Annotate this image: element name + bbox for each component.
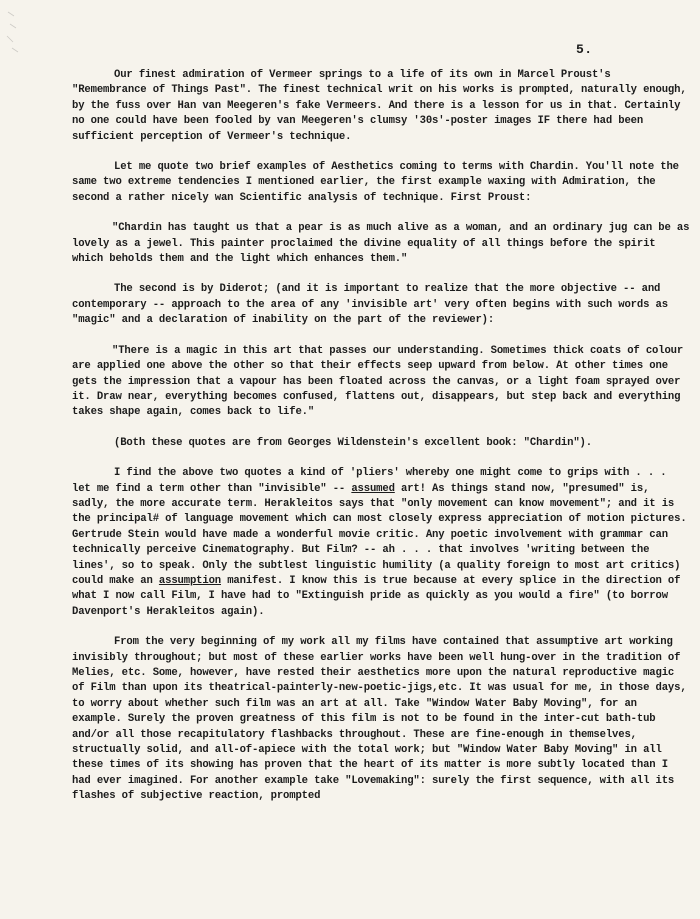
underlined-assumption: assumption <box>158 574 221 587</box>
paragraph-source-note: (Both these quotes are from Georges Wildenstein's excellent book: "Chardin"). <box>114 436 592 449</box>
page-number: 5. <box>576 42 593 57</box>
paragraph-diderot-intro: The second is by Diderot; (and it is important to realize that the more objective -- and contemporary -- approach to the area of any 'invisible art' very often begins with such words as "magic" and a declaration of inability on the part of the reviewer): <box>72 283 668 327</box>
paragraph-vermeer: Our finest admiration of Vermeer springs to a life of its own in Marcel Proust's "Remembrance of Things Past". The finest technical writ on his works is prompted, naturally enough, by the fuss over Han van Meegeren's fake Vermeers. And there is a lesson for us in that. Certainly no one could have been fooled by van Meegeren's clumsy '30s'-poster images IF there had been sufficient perception of Vermeer's technique. <box>72 69 687 143</box>
quote-diderot: "There is a magic in this art that passes our understanding. Sometimes thick coats of colour are applied one above the other so that their effects seep upward from below. At other times one gets the impression that a vapour has been floated across the canvas, or a light foam sprayed over it. Draw near, everything becomes confused, flattens out, disappears, but step back and everything takes shape again, comes back to life." <box>72 344 684 419</box>
assumed-art-text-middle: art! As things stand now, "presumed" is, sadly, the more accurate term. Herakleitos says that "only movement can know movement"; and it is the principal# of language movement which can most closely express appreciation of motion pictures. Gertrude Stein would have made a wonderful movie critic. Any poetic involvement with grammar can technically perceive Cinematography. But Film? -- ah . . . that involves 'writing between the lines', so to speak. Only the subtlest linguistic humility (a quality foreign to most art critics) could make an <box>72 482 687 587</box>
paragraph-films: From the very beginning of my work all my films have contained that assumptive art working invisibly throughout; but most of these earlier works have been well hung-over in the tradition of Melies, etc. Some, however, have rested their aesthetics more upon the natural reproductive magic of Film than upon its theatrical-painterly-new-poetic-jigs,etc. It was usual for me, in those days, to worry about whether such film was an art at all. Take "Window Water Baby Moving", for an example. Surely the proven greatness of this film is not to be found in the inter-cut bath-tub and/or all those recapitulatory flashbacks throughout. These are fine-enough in themselves, structually solid, and all-of-apiece with the total work; but "Window Water Baby Moving" in all these times of its showing has proven that the heart of its matter is more subtly located than I had ever imagined. For another example take "Lovemaking": surely the first sequence, with all its flashes of subjective reaction, prompted <box>72 636 687 803</box>
paragraph-chardin-intro: Let me quote two brief examples of Aesthetics coming to terms with Chardin. You'll note the same two extreme tendencies I mentioned earlier, the first example waxing with Admiration, the second a rather nicely wan Scientific analysis of technique. First Proust: <box>72 161 679 204</box>
paragraph-assumed-art <box>72 466 690 620</box>
assumed-art-text-start: I find the above two quotes a kind of 'pliers' whereby one might come to grips with . . . let me find a term other than "invisible" -- <box>72 467 667 495</box>
body-text <box>72 68 690 820</box>
pencil-scribble-mark <box>4 6 64 56</box>
assumed-art-text-end: manifest. I know this is true because at every splice in the direction of what I now call Film, I have had to "Extinguish pride as quickly as you would a fire" (to borrow Davenport's Herakleitos again). <box>72 574 681 618</box>
quote-proust: "Chardin has taught us that a pear is as much alive as a woman, and an ordinary jug can be as lovely as a jewel. This painter proclaimed the divine equality of all things before the spirit which beholds them and the light which enhances them." <box>72 222 690 266</box>
underlined-assumed: assumed <box>351 482 395 495</box>
